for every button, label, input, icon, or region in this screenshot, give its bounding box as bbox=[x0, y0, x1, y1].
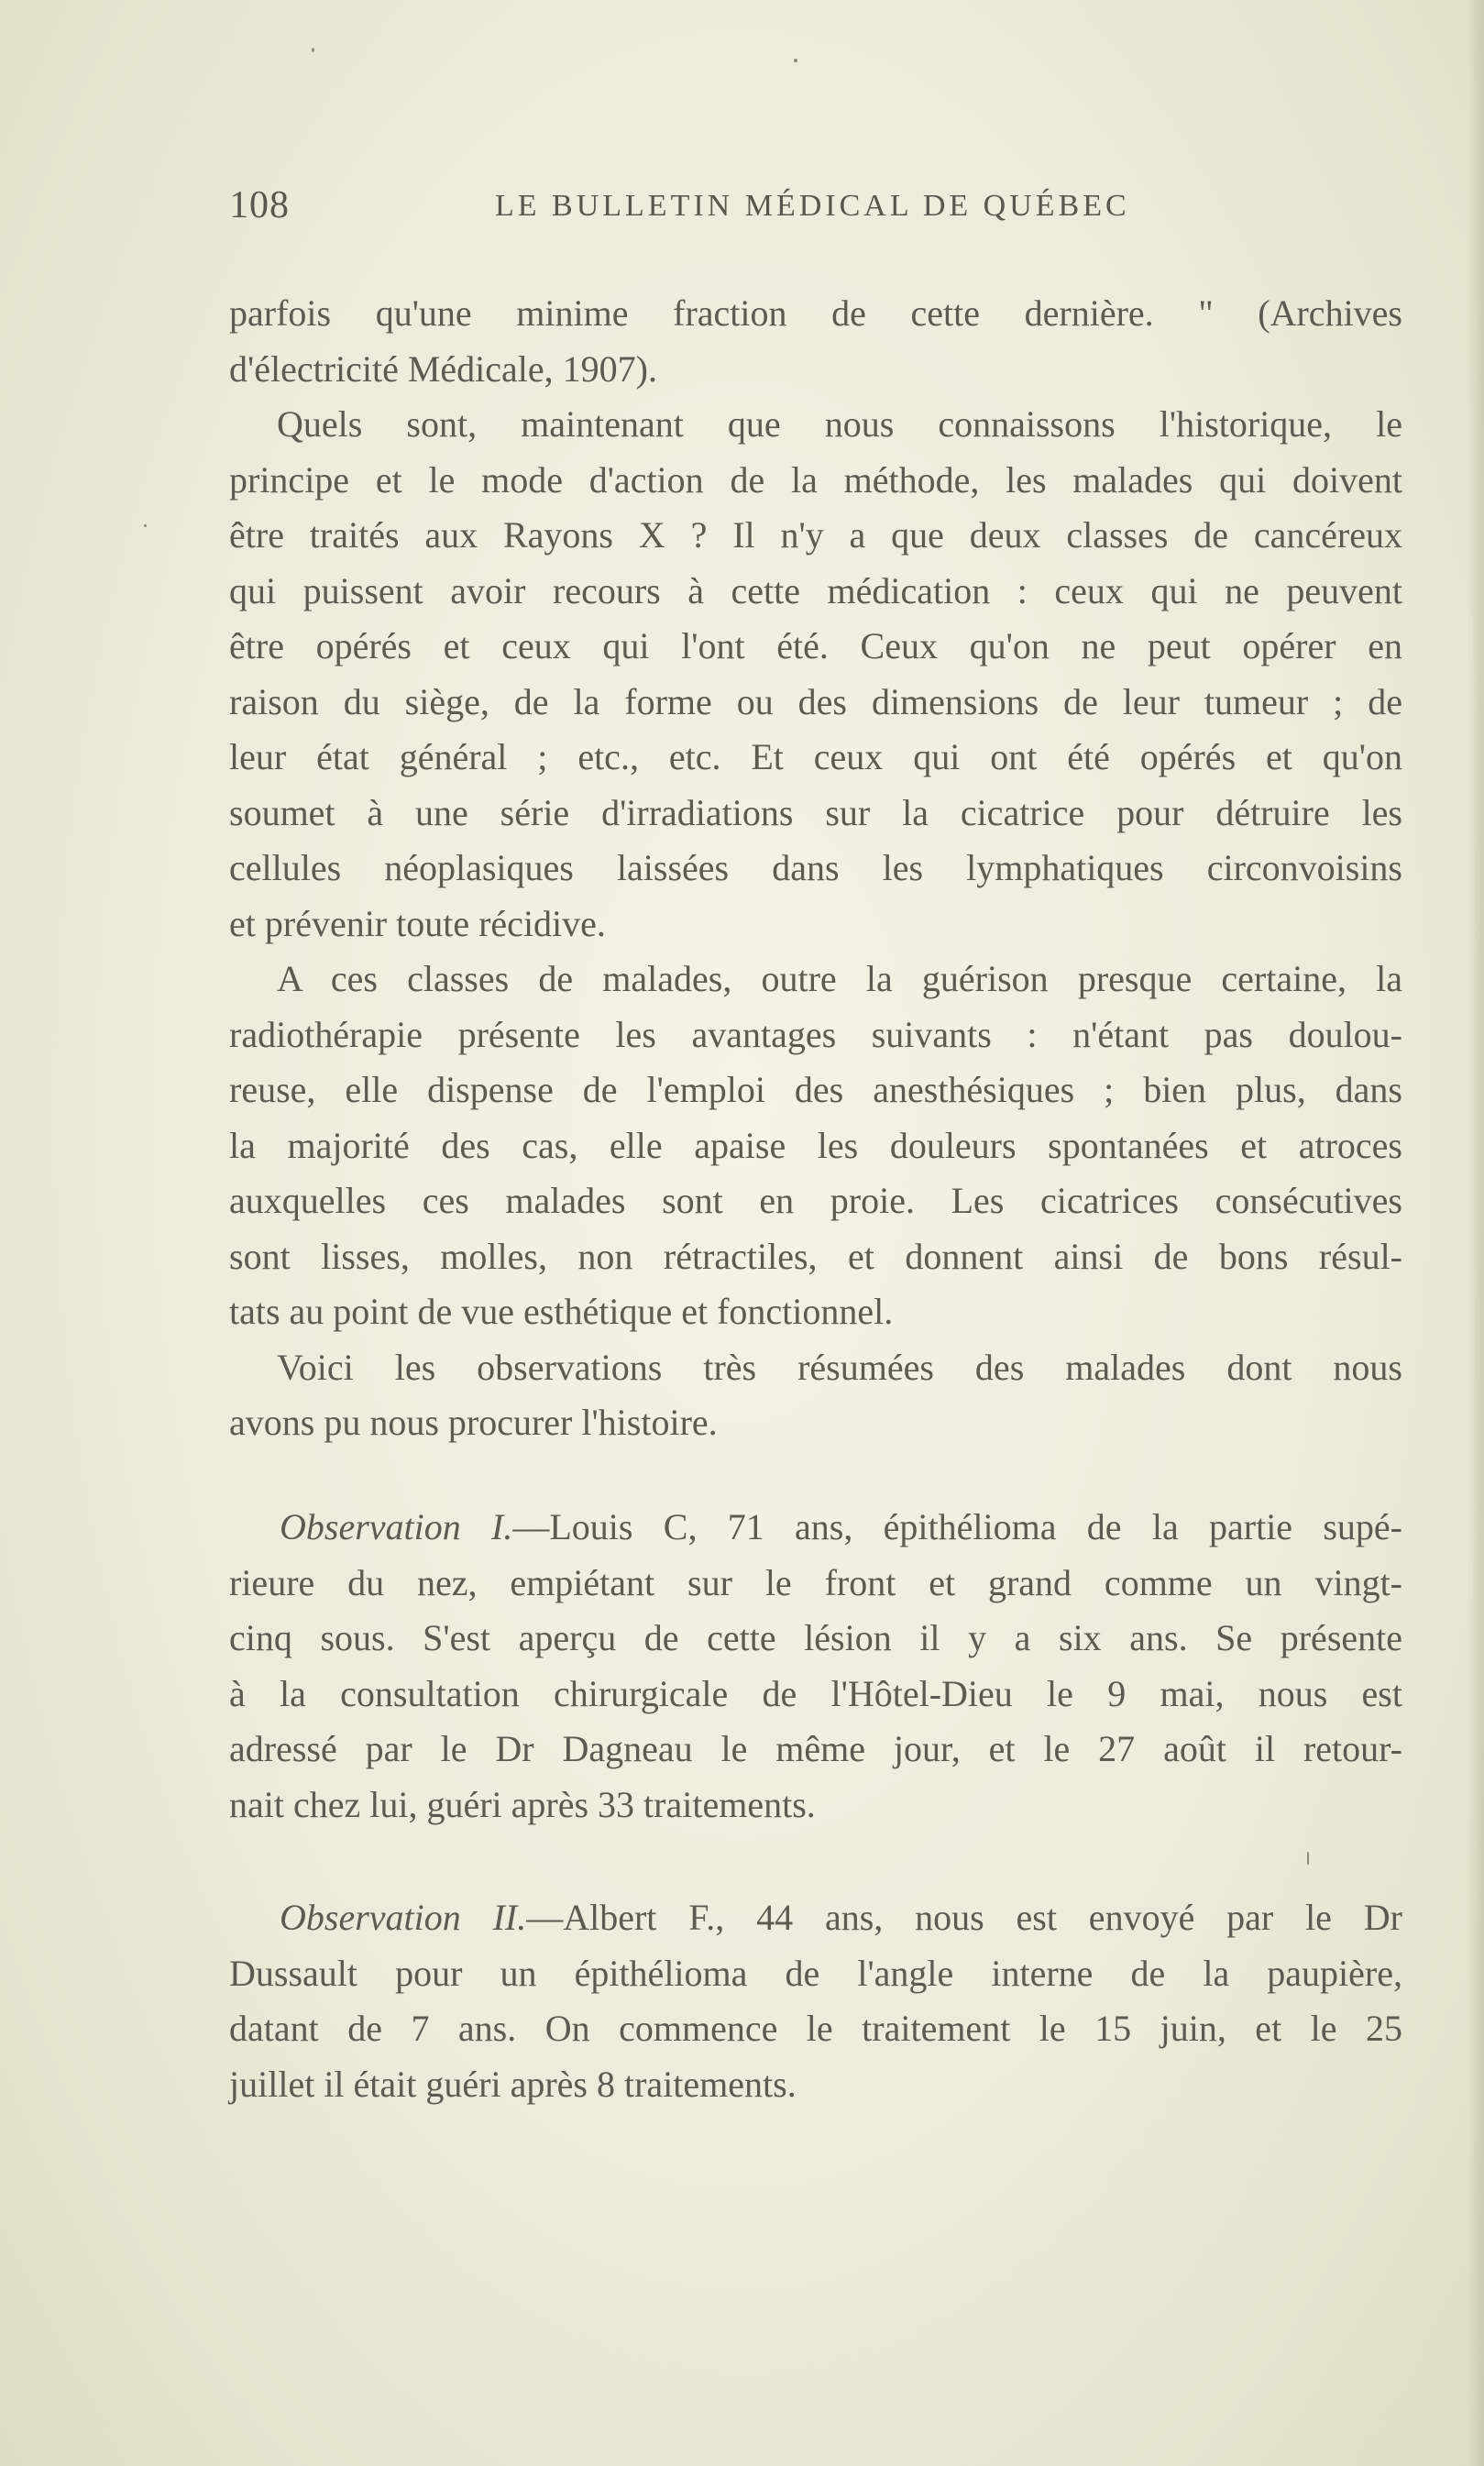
observation-text: —Albert F., 44 ans, nous est envoyé par le Dr bbox=[526, 1897, 1402, 1938]
text-line: tats au point de vue esthétique et fonctionnel. bbox=[229, 1291, 894, 1332]
text-line: auxquelles ces malades sont en proie. Les cicatrices consécutives bbox=[229, 1180, 1402, 1221]
observation-1 bbox=[229, 1500, 1402, 1833]
observation-text: —Louis C, 71 ans, épithélioma de la partie supé- bbox=[512, 1506, 1402, 1547]
text-line: Dussault pour un épithélioma de l'angle interne de la paupière, bbox=[229, 1952, 1402, 1994]
text-line: à la consultation chirurgicale de l'Hôtel-Dieu le 9 mai, nous est bbox=[229, 1672, 1402, 1714]
page-edge-shadow bbox=[1468, 0, 1484, 2466]
text-line: être traités aux Rayons X ? Il n'y a que deux classes de cancéreux bbox=[229, 514, 1402, 556]
page-number: 108 bbox=[229, 184, 290, 226]
text-line: raison du siège, de la forme ou des dimensions de leur tumeur ; de bbox=[229, 680, 1402, 722]
paragraph bbox=[229, 286, 1402, 397]
text-line: reuse, elle dispense de l'emploi des anesthésiques ; bien plus, dans bbox=[229, 1069, 1402, 1110]
observation-2 bbox=[229, 1890, 1402, 2112]
observation-first-line bbox=[229, 1890, 1402, 1946]
text-line: et prévenir toute récidive. bbox=[229, 902, 606, 944]
text-line: la majorité des cas, elle apaise les douleurs spontanées et atroces bbox=[229, 1124, 1402, 1166]
text-line: Quels sont, maintenant que nous connaissons l'historique, le bbox=[277, 403, 1402, 445]
text-line: datant de 7 ans. On commence le traitement le 15 juin, et le 25 bbox=[229, 2008, 1402, 2049]
text-line: leur état général ; etc., etc. Et ceux qui ont été opérés et qu'on bbox=[229, 736, 1402, 777]
running-head: LE BULLETIN MÉDICAL DE QUÉBEC bbox=[495, 189, 1130, 223]
observation-title: Observation I. bbox=[280, 1506, 513, 1547]
text-line: Voici les observations très résumées des malades dont nous bbox=[277, 1346, 1402, 1388]
body-text bbox=[229, 286, 1402, 1451]
observation-title: Observation II. bbox=[280, 1897, 527, 1938]
text-line: principe et le mode d'action de la méthode, les malades qui doivent bbox=[229, 458, 1402, 501]
text-line: radiothérapie présente les avantages suivants : n'étant pas doulou- bbox=[229, 1013, 1402, 1055]
text-line: cellules néoplasiques laissées dans les lymphatiques circonvoisins bbox=[229, 847, 1402, 888]
text-line: A ces classes de malades, outre la guérison presque certaine, la bbox=[277, 958, 1402, 999]
text-line: avons pu nous procurer l'histoire. bbox=[229, 1402, 718, 1443]
text-line: juillet il était guéri après 8 traitements. bbox=[229, 2063, 797, 2105]
observation-first-line bbox=[229, 1500, 1402, 1556]
text-line: soumet à une série d'irradiations sur la cicatrice pour détruire les bbox=[229, 791, 1402, 833]
text-line: rieure du nez, empiétant sur le front et grand comme un vingt- bbox=[229, 1561, 1402, 1603]
paragraph bbox=[229, 1340, 1402, 1451]
paragraph bbox=[229, 397, 1402, 952]
text-line: cinq sous. S'est aperçu de cette lésion il y a six ans. Se présente bbox=[229, 1617, 1402, 1658]
text-line: nait chez lui, guéri après 33 traitements. bbox=[229, 1783, 816, 1825]
text-line: sont lisses, molles, non rétractiles, et donnent ainsi de bons résul- bbox=[229, 1235, 1402, 1277]
text-line: parfois qu'une minime fraction de cette dernière. " (Archives bbox=[229, 292, 1402, 334]
paragraph bbox=[229, 952, 1402, 1340]
text-line: adressé par le Dr Dagneau le même jour, et le 27 août il retour- bbox=[229, 1728, 1402, 1769]
text-line: qui puissent avoir recours à cette médication : ceux qui ne peuvent bbox=[229, 569, 1402, 611]
text-line: d'électricité Médicale, 1907). bbox=[229, 347, 657, 390]
text-line: être opérés et ceux qui l'ont été. Ceux qu'on ne peut opérer en bbox=[229, 625, 1402, 666]
page-header bbox=[229, 183, 1402, 238]
